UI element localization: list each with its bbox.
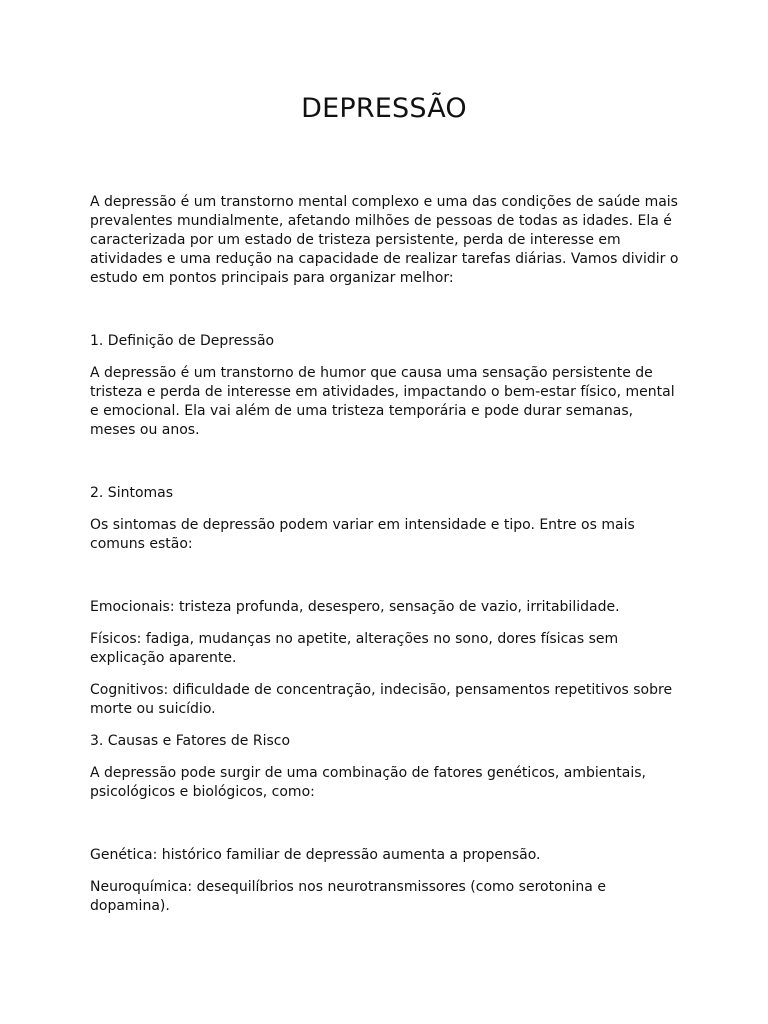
section-1-paragraph: A depressão é um transtorno de humor que causa uma sensação persistente de tristeza e perda de interesse em atividades, impactando o bem-estar físico, mental e emocional. Ela vai além de uma tristeza temporária e pode durar semanas, meses ou anos. — [90, 365, 675, 438]
section-2-heading: 2. Sintomas — [90, 485, 174, 501]
section-3-paragraph: A depressão pode surgir de uma combinação de fatores genéticos, ambientais, psicológicos e biológicos, como: — [90, 765, 646, 800]
document-body — [90, 193, 682, 916]
section-3-heading: 3. Causas e Fatores de Risco — [90, 733, 291, 749]
section-1-heading: 1. Definição de Depressão — [90, 333, 275, 349]
cause-item-neurochemistry: Neuroquímica: desequilíbrios nos neurotransmissores (como serotonina e dopamina). — [90, 879, 606, 914]
symptom-item-physical: Físicos: fadiga, mudanças no apetite, alterações no sono, dores físicas sem explicação aparente. — [90, 631, 619, 666]
section-2-paragraph: Os sintomas de depressão podem variar em intensidade e tipo. Entre os mais comuns estão: — [90, 517, 635, 552]
cause-item-genetics: Genética: histórico familiar de depressão aumenta a propensão. — [90, 847, 541, 863]
page-title: DEPRESSÃO — [301, 93, 467, 124]
symptom-item-emotional: Emocionais: tristeza profunda, desespero, sensação de vazio, irritabilidade. — [90, 599, 620, 615]
symptom-item-cognitive: Cognitivos: dificuldade de concentração, indecisão, pensamentos repetitivos sobre morte ou suicídio. — [90, 682, 673, 717]
intro-paragraph: A depressão é um transtorno mental complexo e uma das condições de saúde mais prevalentes mundialmente, afetando milhões de pessoas de todas as idades. Ela é caracterizada por um estado de tristeza persistente, perda de interesse em atividades e uma redução na capacidade de realizar tarefas diárias. Vamos dividir o estudo em pontos principais para organizar melhor: — [90, 194, 679, 286]
